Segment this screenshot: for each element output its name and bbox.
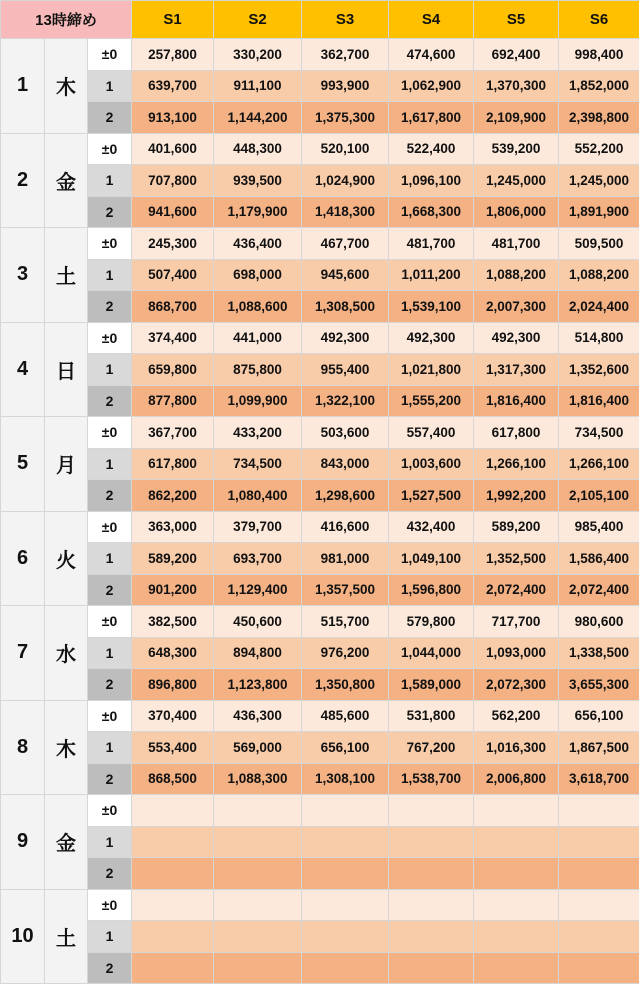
column-header-s4: S4 xyxy=(389,1,474,39)
offset-label: 2 xyxy=(88,291,132,323)
value-cell: 1,322,100 xyxy=(302,385,389,417)
value-cell: 485,600 xyxy=(302,700,389,732)
day-weekday: 木 xyxy=(45,39,88,134)
value-cell: 1,021,800 xyxy=(389,354,474,386)
value-cell: 416,600 xyxy=(302,511,389,543)
value-cell: 941,600 xyxy=(132,196,214,228)
value-cell: 1,096,100 xyxy=(389,165,474,197)
table-row xyxy=(1,228,639,260)
header-row xyxy=(1,1,639,39)
value-cell: 955,400 xyxy=(302,354,389,386)
value-cell: 843,000 xyxy=(302,448,389,480)
value-cell xyxy=(214,858,302,890)
day-number: 9 xyxy=(1,795,45,890)
value-cell: 1,586,400 xyxy=(559,543,639,575)
value-cell: 245,300 xyxy=(132,228,214,260)
value-cell: 767,200 xyxy=(389,732,474,764)
value-cell: 980,600 xyxy=(559,606,639,638)
column-header-s6: S6 xyxy=(559,1,639,39)
value-cell: 698,000 xyxy=(214,259,302,291)
value-cell: 3,618,700 xyxy=(559,763,639,795)
table-row xyxy=(1,889,639,921)
value-cell: 1,080,400 xyxy=(214,480,302,512)
value-cell: 515,700 xyxy=(302,606,389,638)
value-cell xyxy=(389,889,474,921)
day-number: 2 xyxy=(1,133,45,228)
offset-label: 1 xyxy=(88,543,132,575)
day-weekday: 日 xyxy=(45,322,88,417)
value-cell: 531,800 xyxy=(389,700,474,732)
value-cell: 1,370,300 xyxy=(474,70,559,102)
day-weekday: 木 xyxy=(45,700,88,795)
offset-label: ±0 xyxy=(88,606,132,638)
offset-label: ±0 xyxy=(88,700,132,732)
table-row xyxy=(1,858,639,890)
value-cell: 1,816,400 xyxy=(559,385,639,417)
value-cell: 448,300 xyxy=(214,133,302,165)
value-cell: 998,400 xyxy=(559,39,639,71)
offset-label: 1 xyxy=(88,732,132,764)
table-row xyxy=(1,70,639,102)
table-row xyxy=(1,165,639,197)
offset-label: ±0 xyxy=(88,511,132,543)
value-cell: 1,375,300 xyxy=(302,102,389,134)
value-cell: 1,245,000 xyxy=(559,165,639,197)
value-cell: 1,527,500 xyxy=(389,480,474,512)
value-cell: 379,700 xyxy=(214,511,302,543)
value-cell: 913,100 xyxy=(132,102,214,134)
value-cell: 1,891,900 xyxy=(559,196,639,228)
value-cell: 993,900 xyxy=(302,70,389,102)
offset-label: ±0 xyxy=(88,417,132,449)
table-row xyxy=(1,543,639,575)
offset-label: ±0 xyxy=(88,889,132,921)
value-cell: 1,088,300 xyxy=(214,763,302,795)
value-cell xyxy=(302,952,389,984)
table-row xyxy=(1,102,639,134)
value-cell: 1,338,500 xyxy=(559,637,639,669)
value-cell xyxy=(559,952,639,984)
value-cell: 1,596,800 xyxy=(389,574,474,606)
value-cell: 589,200 xyxy=(474,511,559,543)
value-cell xyxy=(474,952,559,984)
offset-label: 1 xyxy=(88,259,132,291)
value-cell: 363,000 xyxy=(132,511,214,543)
table-row xyxy=(1,291,639,323)
value-cell xyxy=(389,858,474,890)
value-cell: 1,088,200 xyxy=(559,259,639,291)
value-cell: 877,800 xyxy=(132,385,214,417)
value-cell xyxy=(132,889,214,921)
table-row xyxy=(1,39,639,71)
value-cell xyxy=(214,826,302,858)
value-cell: 474,600 xyxy=(389,39,474,71)
value-cell xyxy=(132,858,214,890)
column-header-s2: S2 xyxy=(214,1,302,39)
table-row xyxy=(1,511,639,543)
value-cell xyxy=(474,889,559,921)
value-cell: 1,129,400 xyxy=(214,574,302,606)
offset-label: 2 xyxy=(88,196,132,228)
value-cell: 617,800 xyxy=(474,417,559,449)
value-cell: 370,400 xyxy=(132,700,214,732)
table-row xyxy=(1,480,639,512)
column-header-s1: S1 xyxy=(132,1,214,39)
day-weekday: 土 xyxy=(45,228,88,323)
value-cell: 433,200 xyxy=(214,417,302,449)
value-cell: 367,700 xyxy=(132,417,214,449)
value-cell: 1,668,300 xyxy=(389,196,474,228)
offset-label: 2 xyxy=(88,952,132,984)
value-cell: 617,800 xyxy=(132,448,214,480)
offset-label: 2 xyxy=(88,669,132,701)
table-row xyxy=(1,259,639,291)
value-cell: 579,800 xyxy=(389,606,474,638)
offset-label: 1 xyxy=(88,448,132,480)
value-cell: 1,617,800 xyxy=(389,102,474,134)
value-cell: 539,200 xyxy=(474,133,559,165)
value-cell: 1,867,500 xyxy=(559,732,639,764)
value-cell: 1,418,300 xyxy=(302,196,389,228)
table-row xyxy=(1,763,639,795)
table-row xyxy=(1,669,639,701)
table-row xyxy=(1,574,639,606)
value-cell: 693,700 xyxy=(214,543,302,575)
day-number: 6 xyxy=(1,511,45,606)
value-cell: 362,700 xyxy=(302,39,389,71)
value-cell: 441,000 xyxy=(214,322,302,354)
value-cell: 2,072,300 xyxy=(474,669,559,701)
value-cell: 1,088,600 xyxy=(214,291,302,323)
value-cell: 939,500 xyxy=(214,165,302,197)
table-title: 13時締め xyxy=(1,1,132,39)
value-cell: 467,700 xyxy=(302,228,389,260)
value-cell: 734,500 xyxy=(214,448,302,480)
value-cell: 481,700 xyxy=(389,228,474,260)
value-cell: 1,011,200 xyxy=(389,259,474,291)
value-cell: 1,539,100 xyxy=(389,291,474,323)
value-cell: 1,816,400 xyxy=(474,385,559,417)
value-cell xyxy=(474,858,559,890)
value-cell xyxy=(132,952,214,984)
offset-label: 2 xyxy=(88,574,132,606)
value-cell: 481,700 xyxy=(474,228,559,260)
value-cell xyxy=(132,795,214,827)
value-cell: 911,100 xyxy=(214,70,302,102)
value-cell: 1,266,100 xyxy=(474,448,559,480)
value-cell xyxy=(132,921,214,953)
value-cell: 1,049,100 xyxy=(389,543,474,575)
offset-label: 1 xyxy=(88,637,132,669)
offset-label: 2 xyxy=(88,858,132,890)
value-cell: 522,400 xyxy=(389,133,474,165)
value-cell: 507,400 xyxy=(132,259,214,291)
value-cell: 569,000 xyxy=(214,732,302,764)
value-cell xyxy=(302,795,389,827)
day-number: 4 xyxy=(1,322,45,417)
day-weekday: 土 xyxy=(45,889,88,984)
value-cell xyxy=(474,826,559,858)
offset-label: 1 xyxy=(88,165,132,197)
offset-label: 1 xyxy=(88,826,132,858)
offset-label: ±0 xyxy=(88,322,132,354)
table-row xyxy=(1,606,639,638)
value-cell: 1,088,200 xyxy=(474,259,559,291)
value-cell: 492,300 xyxy=(474,322,559,354)
value-cell: 509,500 xyxy=(559,228,639,260)
value-cell: 589,200 xyxy=(132,543,214,575)
value-cell: 985,400 xyxy=(559,511,639,543)
offset-label: 2 xyxy=(88,763,132,795)
value-cell: 552,200 xyxy=(559,133,639,165)
value-cell: 562,200 xyxy=(474,700,559,732)
value-cell: 639,700 xyxy=(132,70,214,102)
value-cell xyxy=(389,921,474,953)
offset-label: ±0 xyxy=(88,228,132,260)
value-cell xyxy=(302,826,389,858)
value-cell: 896,800 xyxy=(132,669,214,701)
day-weekday: 水 xyxy=(45,606,88,701)
value-cell: 1,352,600 xyxy=(559,354,639,386)
value-cell: 1,308,500 xyxy=(302,291,389,323)
value-cell: 862,200 xyxy=(132,480,214,512)
value-cell: 2,007,300 xyxy=(474,291,559,323)
offset-label: ±0 xyxy=(88,39,132,71)
value-cell: 1,992,200 xyxy=(474,480,559,512)
table-row xyxy=(1,448,639,480)
value-cell: 648,300 xyxy=(132,637,214,669)
offset-label: 1 xyxy=(88,70,132,102)
value-cell: 1,062,900 xyxy=(389,70,474,102)
value-cell: 1,245,000 xyxy=(474,165,559,197)
day-weekday: 金 xyxy=(45,133,88,228)
value-cell xyxy=(474,795,559,827)
table-row xyxy=(1,732,639,764)
value-cell: 692,400 xyxy=(474,39,559,71)
column-header-s5: S5 xyxy=(474,1,559,39)
table-row xyxy=(1,196,639,228)
value-cell xyxy=(474,921,559,953)
table-row xyxy=(1,637,639,669)
value-cell: 1,093,000 xyxy=(474,637,559,669)
day-number: 10 xyxy=(1,889,45,984)
value-cell: 450,600 xyxy=(214,606,302,638)
value-cell: 1,352,500 xyxy=(474,543,559,575)
value-cell: 1,806,000 xyxy=(474,196,559,228)
day-weekday: 金 xyxy=(45,795,88,890)
value-cell: 875,800 xyxy=(214,354,302,386)
offset-label: 1 xyxy=(88,354,132,386)
value-cell xyxy=(559,889,639,921)
table-body xyxy=(1,39,639,984)
table-row xyxy=(1,354,639,386)
value-cell xyxy=(132,826,214,858)
value-cell: 1,179,900 xyxy=(214,196,302,228)
table-row xyxy=(1,417,639,449)
table-row xyxy=(1,133,639,165)
value-cell xyxy=(302,921,389,953)
value-cell: 945,600 xyxy=(302,259,389,291)
value-cell: 1,589,000 xyxy=(389,669,474,701)
value-cell: 382,500 xyxy=(132,606,214,638)
table-row xyxy=(1,826,639,858)
value-cell xyxy=(302,889,389,921)
day-number: 3 xyxy=(1,228,45,323)
value-cell: 514,800 xyxy=(559,322,639,354)
offset-label: ±0 xyxy=(88,795,132,827)
day-number: 1 xyxy=(1,39,45,134)
value-cell xyxy=(214,795,302,827)
value-cell xyxy=(559,795,639,827)
value-cell: 901,200 xyxy=(132,574,214,606)
value-cell: 659,800 xyxy=(132,354,214,386)
value-cell: 1,350,800 xyxy=(302,669,389,701)
day-weekday: 火 xyxy=(45,511,88,606)
value-cell: 656,100 xyxy=(559,700,639,732)
column-header-s3: S3 xyxy=(302,1,389,39)
value-cell: 1,003,600 xyxy=(389,448,474,480)
value-cell: 2,072,400 xyxy=(559,574,639,606)
offset-label: 2 xyxy=(88,102,132,134)
value-cell: 432,400 xyxy=(389,511,474,543)
day-weekday: 月 xyxy=(45,417,88,512)
value-cell: 374,400 xyxy=(132,322,214,354)
value-cell: 1,099,900 xyxy=(214,385,302,417)
value-cell xyxy=(389,826,474,858)
value-cell: 492,300 xyxy=(389,322,474,354)
value-cell: 503,600 xyxy=(302,417,389,449)
value-cell xyxy=(214,889,302,921)
value-cell: 707,800 xyxy=(132,165,214,197)
value-cell: 436,300 xyxy=(214,700,302,732)
table-row xyxy=(1,385,639,417)
value-cell: 1,044,000 xyxy=(389,637,474,669)
value-cell: 868,700 xyxy=(132,291,214,323)
value-cell: 401,600 xyxy=(132,133,214,165)
value-cell: 1,538,700 xyxy=(389,763,474,795)
offset-label: 1 xyxy=(88,921,132,953)
value-cell: 717,700 xyxy=(474,606,559,638)
table-row xyxy=(1,952,639,984)
value-cell: 1,298,600 xyxy=(302,480,389,512)
value-cell: 1,317,300 xyxy=(474,354,559,386)
value-cell: 1,555,200 xyxy=(389,385,474,417)
value-cell xyxy=(214,921,302,953)
table-row xyxy=(1,795,639,827)
value-cell: 1,308,100 xyxy=(302,763,389,795)
day-number: 7 xyxy=(1,606,45,701)
value-cell: 2,024,400 xyxy=(559,291,639,323)
value-cell xyxy=(389,795,474,827)
value-cell: 520,100 xyxy=(302,133,389,165)
value-cell xyxy=(559,858,639,890)
value-cell: 868,500 xyxy=(132,763,214,795)
value-cell: 981,000 xyxy=(302,543,389,575)
value-cell: 1,024,900 xyxy=(302,165,389,197)
value-cell: 330,200 xyxy=(214,39,302,71)
value-cell xyxy=(559,921,639,953)
value-cell: 1,016,300 xyxy=(474,732,559,764)
value-cell: 3,655,300 xyxy=(559,669,639,701)
value-cell: 2,105,100 xyxy=(559,480,639,512)
value-cell: 492,300 xyxy=(302,322,389,354)
value-cell: 553,400 xyxy=(132,732,214,764)
value-cell: 1,123,800 xyxy=(214,669,302,701)
value-cell: 976,200 xyxy=(302,637,389,669)
value-cell: 1,266,100 xyxy=(559,448,639,480)
offset-label: 2 xyxy=(88,480,132,512)
offset-label: 2 xyxy=(88,385,132,417)
day-number: 5 xyxy=(1,417,45,512)
table-row xyxy=(1,921,639,953)
value-cell: 1,852,000 xyxy=(559,70,639,102)
value-cell: 2,109,900 xyxy=(474,102,559,134)
value-cell: 257,800 xyxy=(132,39,214,71)
value-cell xyxy=(389,952,474,984)
value-cell: 894,800 xyxy=(214,637,302,669)
value-cell: 2,398,800 xyxy=(559,102,639,134)
table-row xyxy=(1,322,639,354)
value-cell xyxy=(214,952,302,984)
offset-label: ±0 xyxy=(88,133,132,165)
value-cell xyxy=(559,826,639,858)
value-cell: 1,144,200 xyxy=(214,102,302,134)
value-cell: 656,100 xyxy=(302,732,389,764)
value-cell: 557,400 xyxy=(389,417,474,449)
value-cell: 1,357,500 xyxy=(302,574,389,606)
value-cell: 436,400 xyxy=(214,228,302,260)
value-cell: 2,006,800 xyxy=(474,763,559,795)
value-cell: 734,500 xyxy=(559,417,639,449)
value-cell: 2,072,400 xyxy=(474,574,559,606)
table-row xyxy=(1,700,639,732)
value-cell xyxy=(302,858,389,890)
day-number: 8 xyxy=(1,700,45,795)
